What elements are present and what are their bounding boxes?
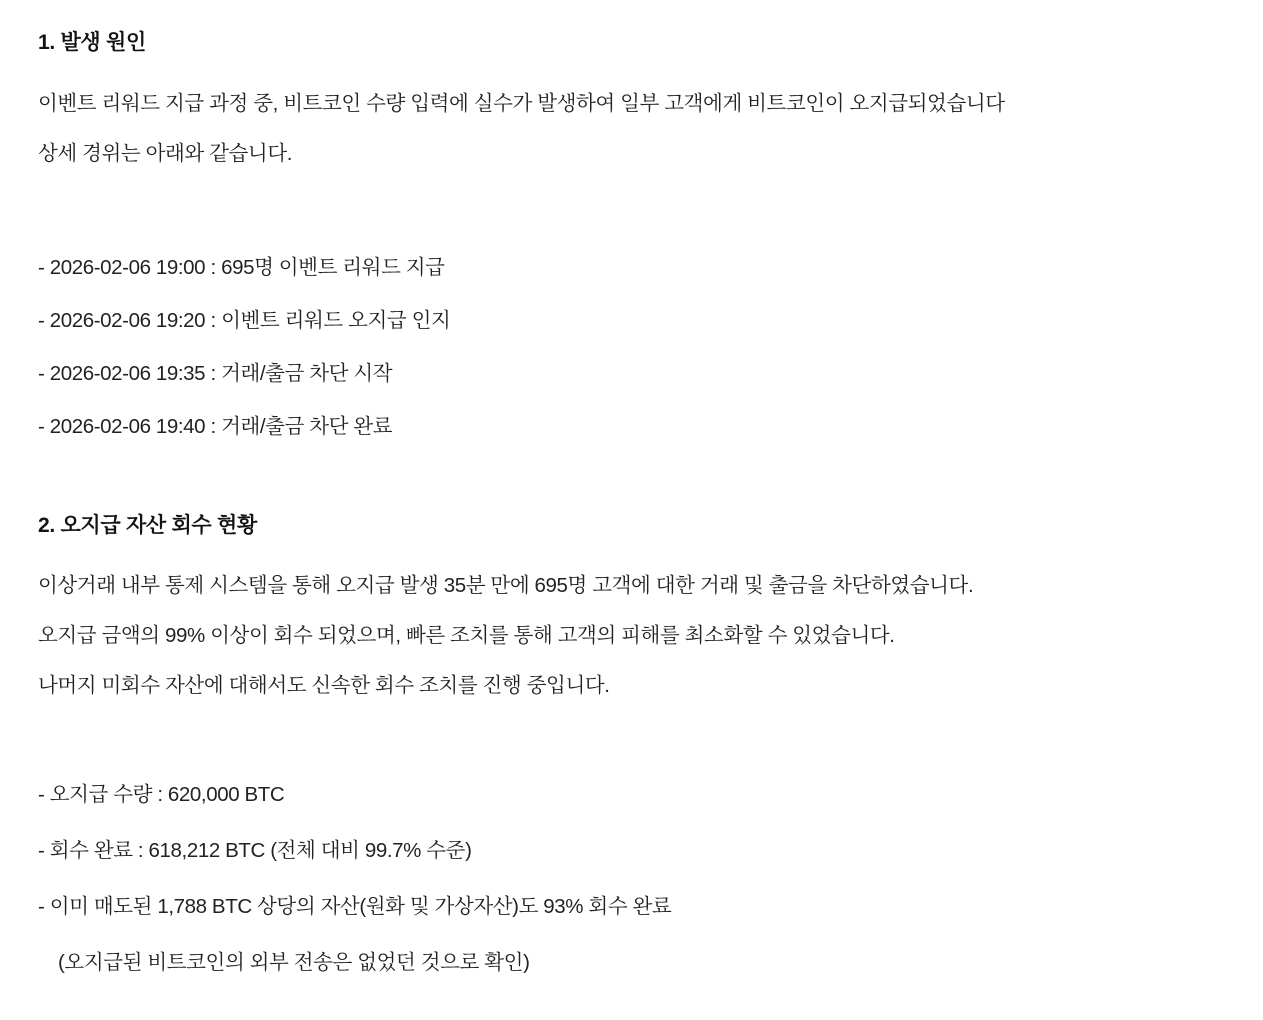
recovery-paragraph-line-2: 오지급 금액의 99% 이상이 회수 되었으며, 빠른 조치를 통해 고객의 피해를 최소화할 수 있었습니다. [38,623,895,647]
spacer-cause [38,179,1229,241]
spacer-recovery [38,711,1229,767]
cause-paragraph-line-2: 상세 경위는 아래와 같습니다. [38,142,293,166]
list-item: - 이미 매도된 1,788 BTC 상당의 자산(원화 및 가상자산)도 93% 회수 완료 [38,894,672,918]
list-item: - 2026-02-06 19:35 : 거래/출금 차단 시작 [38,362,393,386]
cause-paragraph-line-1: 이벤트 리워드 지급 과정 중, 비트코인 수량 입력에 실수가 발생하여 일부 고객에게 비트코인이 오지급되었습니다 [38,92,1005,116]
timeline-list [38,241,1229,453]
list-item: - 2026-02-06 19:40 : 거래/출금 차단 완료 [38,415,393,439]
recovery-paragraph-line-3: 나머지 미회수 자산에 대해서도 신속한 회수 조치를 진행 중입니다. [38,673,610,697]
list-item: - 회수 완료 : 618,212 BTC (전체 대비 99.7% 수준) [38,838,472,862]
section-cause [38,28,1229,453]
recovery-paragraph-line-1: 이상거래 내부 통제 시스템을 통해 오지급 발생 35분 만에 695명 고객에 대한 거래 및 출금을 차단하였습니다. [38,573,974,597]
section-heading-cause: 1. 발생 원인 [38,31,146,54]
recovery-list [38,767,1229,991]
list-item: - 2026-02-06 19:00 : 695명 이벤트 리워드 지급 [38,256,445,280]
list-item: - 오지급 수량 : 620,000 BTC [38,782,285,806]
spacer-between-sections [38,453,1229,511]
section-recovery [38,511,1229,990]
recovery-note: (오지급된 비트코인의 외부 전송은 없었던 것으로 확인) [58,950,530,974]
list-item: - 2026-02-06 19:20 : 이벤트 리워드 오지급 인지 [38,309,451,333]
section-heading-recovery: 2. 오지급 자산 회수 현황 [38,514,257,538]
